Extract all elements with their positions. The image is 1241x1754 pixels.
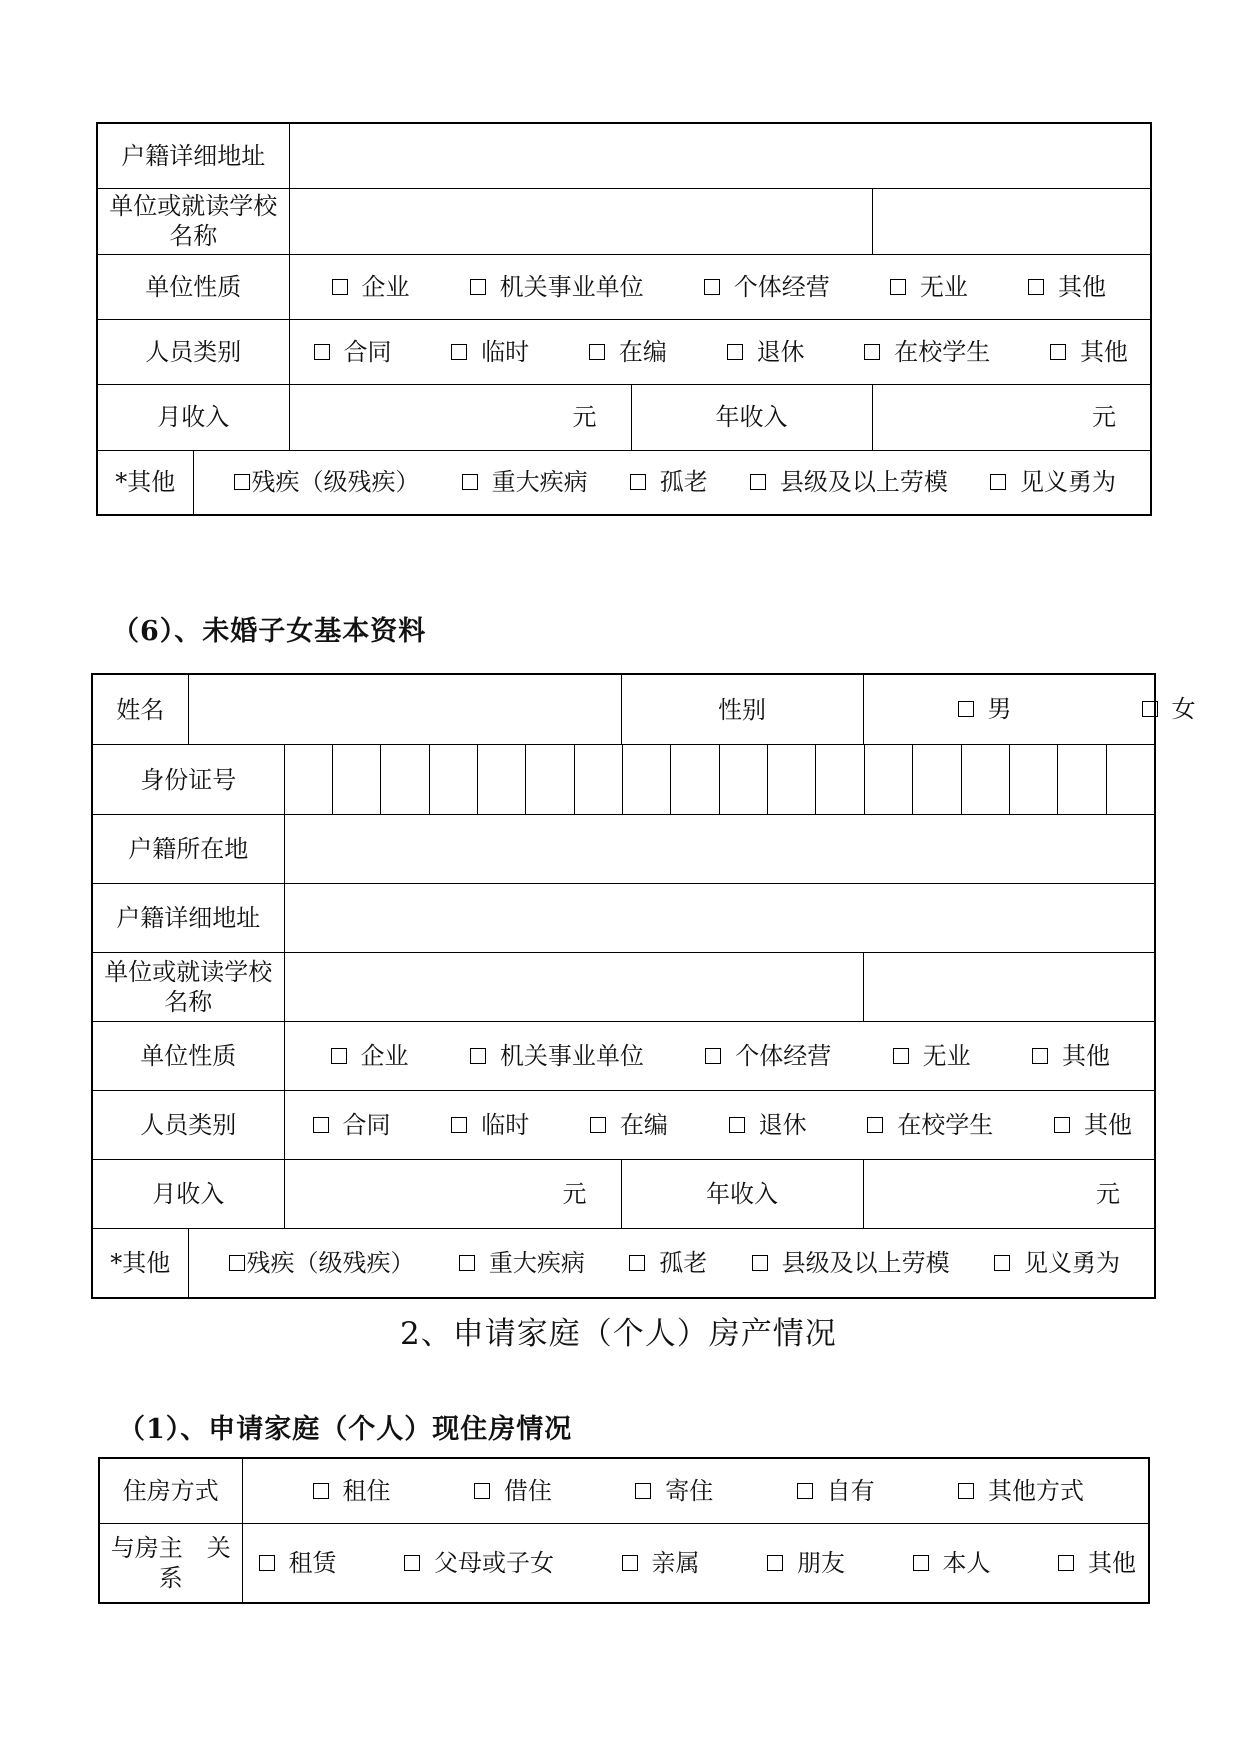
hukou-location-field[interactable] [284, 815, 1155, 884]
housing-method-options [242, 1458, 1149, 1523]
checkbox-icon[interactable] [913, 1555, 929, 1571]
personnel-type-option[interactable]: 其他 [1050, 337, 1128, 367]
id-digit-cell[interactable] [526, 745, 574, 814]
gender-male-option[interactable]: 男 [958, 694, 1012, 724]
personnel-type-label: 人员类别 [92, 1091, 284, 1160]
unit-nature-option[interactable]: 个体经营 [704, 272, 830, 302]
relation-option[interactable]: 租赁 [259, 1548, 337, 1578]
checkbox-icon[interactable] [629, 1255, 645, 1271]
checkbox-icon[interactable] [332, 279, 348, 295]
checkbox-icon[interactable] [994, 1255, 1010, 1271]
work-school-extra-field[interactable] [872, 188, 1151, 254]
unit-nature-label: 单位性质 [97, 254, 289, 319]
personnel-type-option[interactable]: 退休 [727, 337, 805, 367]
id-digit-cell[interactable] [865, 745, 913, 814]
personnel-type-option[interactable]: 退休 [729, 1110, 807, 1140]
checkbox-icon[interactable] [630, 474, 646, 490]
address-detail-field[interactable] [289, 123, 1151, 188]
checkbox-icon[interactable] [622, 1555, 638, 1571]
checkbox-icon[interactable] [727, 344, 743, 360]
hukou-location-label: 户籍所在地 [92, 815, 284, 884]
monthly-income-field[interactable] [289, 384, 631, 450]
checkbox-icon[interactable] [890, 279, 906, 295]
personnel-type-options [284, 1091, 1155, 1160]
yuan-unit: 元 [572, 403, 597, 431]
housing-method-option[interactable]: 寄住 [635, 1476, 713, 1506]
id-digit-cell[interactable] [333, 745, 381, 814]
checkbox-icon[interactable] [958, 701, 974, 717]
relation-option[interactable]: 父母或子女 [404, 1548, 554, 1578]
gender-female-option[interactable]: 女 [1142, 694, 1196, 724]
relation-label: 与房主 关系 [99, 1523, 242, 1603]
other-option[interactable]: 县级及以上劳模 [750, 467, 948, 497]
id-digit-cell[interactable] [816, 745, 864, 814]
yuan-unit: 元 [1092, 403, 1116, 431]
unit-nature-label: 单位性质 [92, 1022, 284, 1091]
work-school-label: 单位或就读学校名称 [92, 953, 284, 1022]
checkbox-icon[interactable] [1032, 1048, 1048, 1064]
checkbox-icon[interactable] [313, 1117, 329, 1133]
personnel-type-option[interactable]: 合同 [314, 337, 392, 367]
personnel-type-option[interactable]: 在校学生 [864, 337, 990, 367]
personnel-type-option[interactable]: 在编 [590, 1110, 668, 1140]
work-school-field[interactable] [284, 953, 863, 1022]
personnel-type-option[interactable]: 临时 [451, 1110, 529, 1140]
unit-nature-option[interactable]: 机关事业单位 [470, 272, 644, 302]
checkbox-icon[interactable] [750, 474, 766, 490]
checkbox-icon[interactable] [590, 1117, 606, 1133]
checkbox-icon[interactable] [234, 474, 250, 490]
unit-nature-option[interactable]: 企业 [331, 1041, 409, 1071]
relation-option[interactable]: 亲属 [622, 1548, 700, 1578]
other-option[interactable]: 见义勇为 [990, 467, 1116, 497]
checkbox-icon[interactable] [752, 1255, 768, 1271]
id-digit-cell[interactable] [768, 745, 816, 814]
checkbox-icon[interactable] [958, 1483, 974, 1499]
gender-label: 性别 [621, 674, 863, 745]
other-option[interactable]: 残疾（级残疾） [234, 467, 420, 497]
id-number-grid [284, 745, 1155, 815]
id-digit-cell[interactable] [1010, 745, 1058, 814]
id-digit-cell[interactable] [671, 745, 719, 814]
id-digit-cell[interactable] [720, 745, 768, 814]
unmarried-children-table [91, 673, 1196, 1299]
name-label: 姓名 [92, 674, 188, 745]
monthly-income-field[interactable] [284, 1160, 621, 1229]
unit-nature-option[interactable]: 机关事业单位 [470, 1041, 644, 1071]
checkbox-icon[interactable] [314, 344, 330, 360]
id-digit-cell[interactable] [913, 745, 961, 814]
id-digit-cell[interactable] [1058, 745, 1106, 814]
checkbox-icon[interactable] [705, 1048, 721, 1064]
housing-method-option[interactable]: 借住 [474, 1476, 552, 1506]
other-label: *其他 [92, 1229, 188, 1298]
checkbox-icon[interactable] [1028, 279, 1044, 295]
other-options [193, 450, 1151, 515]
personnel-type-option[interactable]: 其他 [1054, 1110, 1132, 1140]
checkbox-icon[interactable] [589, 344, 605, 360]
checkbox-icon[interactable] [893, 1048, 909, 1064]
section-6-title: （6）、未婚子女基本资料 [112, 616, 427, 647]
checkbox-icon[interactable] [451, 344, 467, 360]
checkbox-icon[interactable] [1058, 1555, 1074, 1571]
work-school-label: 单位或就读学校名称 [97, 188, 289, 254]
personnel-type-option[interactable]: 合同 [313, 1110, 391, 1140]
other-option[interactable]: 县级及以上劳模 [752, 1248, 950, 1278]
id-digit-cell[interactable] [1107, 745, 1154, 814]
housing-method-option[interactable]: 其他方式 [958, 1476, 1084, 1506]
checkbox-icon[interactable] [729, 1117, 745, 1133]
other-option[interactable]: 残疾（级残疾） [229, 1248, 415, 1278]
unit-nature-option[interactable]: 无业 [893, 1041, 971, 1071]
yuan-unit: 元 [562, 1180, 587, 1208]
id-digit-cell[interactable] [478, 745, 526, 814]
checkbox-icon[interactable] [797, 1483, 813, 1499]
checkbox-icon[interactable] [229, 1255, 245, 1271]
unit-nature-option[interactable]: 其他 [1028, 272, 1106, 302]
checkbox-icon[interactable] [331, 1048, 347, 1064]
checkbox-icon[interactable] [867, 1117, 883, 1133]
work-school-field[interactable] [289, 188, 872, 254]
monthly-income-label: 月收入 [92, 1160, 284, 1229]
subsection-1-title: （1）、申请家庭（个人）现住房情况 [118, 1414, 573, 1445]
section-2-title: 2、申请家庭（个人）房产情况 [400, 1316, 837, 1352]
gender-options [863, 674, 1196, 745]
checkbox-icon[interactable] [1054, 1117, 1070, 1133]
checkbox-icon[interactable] [459, 1255, 475, 1271]
checkbox-icon[interactable] [1142, 701, 1158, 717]
other-option[interactable]: 见义勇为 [994, 1248, 1120, 1278]
id-digit-cell[interactable] [430, 745, 478, 814]
id-digit-cell[interactable] [962, 745, 1010, 814]
housing-method-label: 住房方式 [99, 1458, 242, 1523]
checkbox-icon[interactable] [462, 474, 478, 490]
address-detail-field[interactable] [284, 884, 1155, 953]
housing-method-option[interactable]: 租住 [313, 1476, 391, 1506]
personnel-type-option[interactable]: 临时 [451, 337, 529, 367]
relation-option[interactable]: 朋友 [767, 1548, 845, 1578]
housing-method-option[interactable]: 自有 [797, 1476, 875, 1506]
checkbox-icon[interactable] [864, 344, 880, 360]
id-digit-cell[interactable] [575, 745, 623, 814]
id-digit-cell[interactable] [381, 745, 429, 814]
checkbox-icon[interactable] [990, 474, 1006, 490]
personnel-type-options [289, 319, 1151, 384]
address-detail-label: 户籍详细地址 [97, 123, 289, 188]
personnel-type-option[interactable]: 在校学生 [867, 1110, 993, 1140]
checkbox-icon[interactable] [704, 279, 720, 295]
checkbox-icon[interactable] [474, 1483, 490, 1499]
personnel-type-option[interactable]: 在编 [589, 337, 667, 367]
name-field[interactable] [188, 674, 621, 745]
other-option[interactable]: 孤老 [630, 467, 708, 497]
checkbox-icon[interactable] [259, 1555, 275, 1571]
other-option[interactable]: 重大疾病 [462, 467, 588, 497]
unit-nature-options [284, 1022, 1155, 1091]
checkbox-icon[interactable] [767, 1555, 783, 1571]
unit-nature-option[interactable]: 无业 [890, 272, 968, 302]
relation-option[interactable]: 其他 [1058, 1548, 1136, 1578]
checkbox-icon[interactable] [404, 1555, 420, 1571]
annual-income-field[interactable] [863, 1160, 1155, 1229]
current-housing-table [98, 1457, 1150, 1604]
monthly-income-label: 月收入 [97, 384, 289, 450]
annual-income-field[interactable] [872, 384, 1151, 450]
other-label: *其他 [97, 450, 193, 515]
checkbox-icon[interactable] [470, 279, 486, 295]
checkbox-icon[interactable] [470, 1048, 486, 1064]
work-school-extra-field[interactable] [863, 953, 1155, 1022]
address-detail-label: 户籍详细地址 [92, 884, 284, 953]
other-option[interactable]: 重大疾病 [459, 1248, 585, 1278]
checkbox-icon[interactable] [635, 1483, 651, 1499]
unit-nature-options [289, 254, 1151, 319]
checkbox-icon[interactable] [1050, 344, 1066, 360]
checkbox-icon[interactable] [313, 1483, 329, 1499]
other-option[interactable]: 孤老 [629, 1248, 707, 1278]
relation-option[interactable]: 本人 [913, 1548, 991, 1578]
unit-nature-option[interactable]: 企业 [332, 272, 410, 302]
id-digit-cell[interactable] [623, 745, 671, 814]
other-options [188, 1229, 1155, 1298]
id-digit-cell[interactable] [285, 745, 333, 814]
personnel-type-label: 人员类别 [97, 319, 289, 384]
id-number-label: 身份证号 [92, 745, 284, 815]
unit-nature-option[interactable]: 其他 [1032, 1041, 1110, 1071]
annual-income-label: 年收入 [631, 384, 872, 450]
person-info-table-continued [96, 122, 1152, 516]
annual-income-label: 年收入 [621, 1160, 863, 1229]
relation-options [242, 1523, 1149, 1603]
checkbox-icon[interactable] [451, 1117, 467, 1133]
unit-nature-option[interactable]: 个体经营 [705, 1041, 831, 1071]
yuan-unit: 元 [1096, 1180, 1121, 1208]
